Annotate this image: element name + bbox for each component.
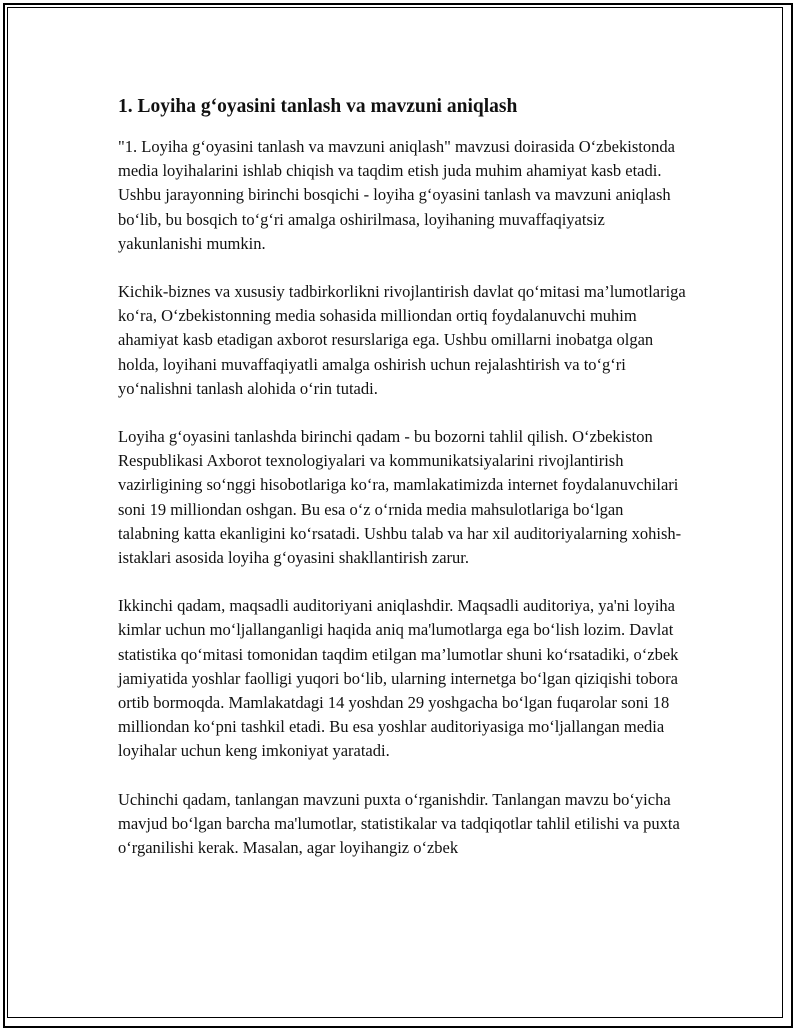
section-heading: 1. Loyiha g‘oyasini tanlash va mavzuni aniqlash: [118, 96, 518, 117]
paragraph-market-analysis: Loyiha g‘oyasini tanlashda birinchi qadam - bu bozorni tahlil qilish. O‘zbekiston Respublikasi Axborot texnologiyalari va kommunikatsiyalarini rivojlantirish vazirligining so‘nggi hisobotlariga ko‘ra, mamlakatimizda internet foydalanuvchilari soni 19 milliondan oshgan. Bu esa o‘z o‘rnida media mahsulotlariga bo‘lgan talabning katta ekanligini ko‘rsatadi. Ushbu talab va har xil auditoriyalarning xohish-istaklari asosida loyiha g‘oyasini shakllantirish zarur.: [118, 427, 682, 568]
paragraph-media-resources: Kichik-biznes va xususiy tadbirkorlikni rivojlantirish davlat qo‘mitasi ma’lumotlariga ko‘ra, O‘zbekistonning media sohasida milliondan ortiq foydalanuvchi muhim ahamiyat kasb etadigan axborot resurslariga ega. Ushbu omillarni inobatga olgan holda, loyihani muvaffaqiyatli amalga oshirish uchun rejalashtirish va to‘g‘ri yo‘nalishni tanlash alohida o‘rin tutadi.: [118, 282, 686, 398]
document-body: [118, 94, 688, 884]
paragraph-intro: "1. Loyiha g‘oyasini tanlash va mavzuni aniqlash" mavzusi doirasida O‘zbekistonda media loyihalarini ishlab chiqish va taqdim etish juda muhim ahamiyat kasb etadi. Ushbu jarayonning birinchi bosqichi - loyiha g‘oyasini tanlash va mavzuni aniqlash bo‘lib, bu bosqich to‘g‘ri amalga oshirilmasa, loyihaning muvaffaqiyatsiz yakunlanishi mumkin.: [118, 137, 675, 253]
paragraph-target-audience: Ikkinchi qadam, maqsadli auditoriyani aniqlashdir. Maqsadli auditoriya, ya'ni loyiha kimlar uchun mo‘ljallanganligi haqida aniq ma'lumotlarga ega bo‘lish lozim. Davlat statistika qo‘mitasi tomonidan taqdim etilgan ma’lumotlar shuni ko‘rsatadiki, o‘zbek jamiyatida yoshlar faolligi yuqori bo‘lib, ularning internetga bo‘lgan qiziqishi tobora ortib bormoqda. Mamlakatdagi 14 yoshdan 29 yoshgacha bo‘lgan fuqarolar soni 18 milliondan ko‘pni tashkil etadi. Bu esa yoshlar auditoriyasiga mo‘ljallangan media loyihalar uchun keng imkoniyat yaratadi.: [118, 596, 679, 761]
paragraph-topic-research: Uchinchi qadam, tanlangan mavzuni puxta o‘rganishdir. Tanlangan mavzu bo‘yicha mavjud bo‘lgan barcha ma'lumotlar, statistikalar va tadqiqotlar tahlil etilishi va puxta o‘rganilishi kerak. Masalan, agar loyihangiz o‘zbek: [118, 789, 680, 858]
